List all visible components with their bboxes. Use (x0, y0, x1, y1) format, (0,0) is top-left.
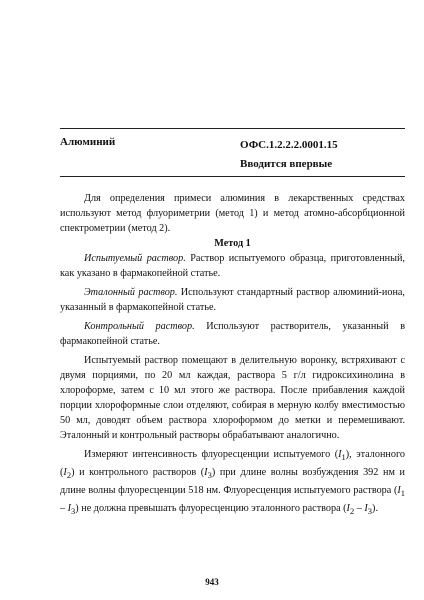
header-right-block (240, 136, 338, 174)
test-solution-text: Раствор испытуемого образца, приготовленный, как указано в фармакопейной статье. (60, 253, 405, 279)
expr2-b: I (364, 503, 368, 515)
reference-solution-text: Используют стандартный раствор алюминий-иона, указанный в фармакопейной статье. (60, 287, 405, 313)
expr1-b-sub: 3 (71, 506, 76, 517)
expr1-a-sub: 1 (400, 488, 405, 499)
intro-paragraph: Для определения примеси алюминия в лекарственных средствах используют метод флуориметрии (метод 1) и метод атомно-абсорбционной спектрометрии (метод 2). (60, 193, 405, 234)
measure-text-3: ) и контрольного растворов ( (71, 467, 205, 479)
measurement-paragraph (60, 447, 405, 519)
control-solution-text: Используют растворитель, указанный в фармакопейной статье. (60, 321, 406, 347)
expr1-a: I (397, 485, 401, 497)
reference-solution-paragraph (60, 285, 405, 315)
symbol-i3-sub: 3 (207, 470, 212, 481)
monograph-title: Алюминий (60, 136, 116, 148)
header-top-rule (60, 128, 405, 129)
measure-text-4: ) при длине волны возбуждения 392 нм и длине волны флуоресценции 518 нм. Флуоресценция испытуемого раствора ( (60, 467, 405, 497)
page-number: 943 (205, 577, 219, 587)
monograph-code: ОФС.1.2.2.2.0001.15 (240, 139, 338, 151)
measure-text-6: ). (372, 503, 378, 515)
measure-text-5: ) не должна превышать флуоресценцию эталонного раствора ( (75, 503, 347, 515)
symbol-i1: I (338, 449, 342, 460)
control-solution-label: Контрольный раствор. (84, 321, 195, 332)
test-solution-paragraph (60, 251, 405, 281)
symbol-i2: I (63, 467, 67, 479)
expr2-b-sub: 3 (367, 506, 373, 517)
test-solution-label: Испытуемый раствор. (84, 253, 186, 264)
document-body (60, 191, 405, 519)
expr2-a-sub: 2 (349, 506, 355, 517)
header-bottom-rule (60, 176, 405, 177)
expr2-a: I (346, 503, 350, 515)
monograph-status: Вводится впервые (240, 158, 333, 170)
control-solution-paragraph (60, 319, 405, 349)
expr1-minus: – (60, 503, 68, 515)
symbol-i3: I (204, 467, 208, 479)
expr1-b: I (67, 503, 72, 515)
measure-text-2: ), эталонного ( (60, 449, 405, 479)
reference-solution-label: Эталонный раствор. (84, 287, 178, 298)
expr2-minus: – (354, 503, 365, 515)
symbol-i2-sub: 2 (66, 470, 72, 481)
measure-text-1: Измеряют интенсивность флуоресценции испытуемого ( (84, 449, 339, 460)
symbol-i1-sub: 1 (341, 452, 346, 463)
method-1-heading: Метод 1 (214, 238, 251, 249)
procedure-paragraph: Испытуемый раствор помещают в делительную воронку, встряхивают с двумя порциями, по 20 мл каждая, раствора 5 г/л гидроксихинолина в хлороформе, затем с 10 мл этого же раствора. После прибавления каждой порции хлороформные слои отделяют, собирая в мерную колбу вместимостью 50 мл, доводят объем раствора хлороформом до метки и перемешивают. Эталонный и контрольный растворы обрабатывают аналогично. (60, 355, 405, 441)
